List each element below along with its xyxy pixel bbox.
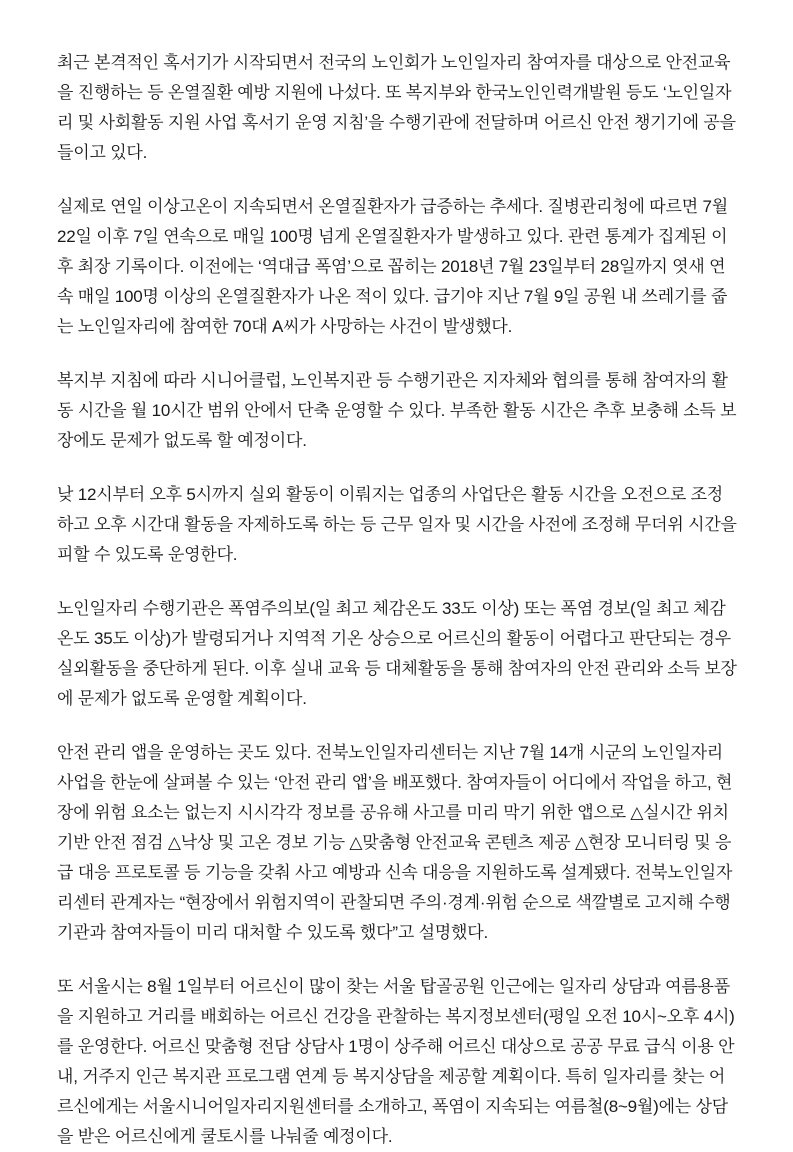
article-paragraph: 복지부 지침에 따라 시니어클럽, 노인복지관 등 수행기관은 지자체와 협의를 통해 참여자의 활동 시간을 월 10시간 범위 안에서 단축 운영할 수 있다. 부족한 활동 시간은 추후 보충해 소득 보장에도 문제가 없도록 할 예정이다.: [57, 371, 737, 450]
article-paragraph: 실제로 연일 이상고온이 지속되면서 온열질환자가 급증하는 추세다. 질병관리청에 따르면 7월 22일 이후 7일 연속으로 매일 100명 넘게 온열질환자가 발생하고 있다. 관련 통계가 집계된 이후 최장 기록이다. 이전에는 ‘역대급 폭염’으로 꼽히는 2018년 7월 23일부터 28일까지 엿새 연속 매일 100명 이상의 온열질환자가 나온 적이 있다. 급기야 지난 7월 9일 공원 내 쓰레기를 줍는 노인일자리에 참여한 70대 A씨가 사망하는 사건이 발생했다.: [57, 197, 728, 336]
article-paragraph: 또 서울시는 8월 1일부터 어르신이 많이 찾는 서울 탑골공원 인근에는 일자리 상담과 여름용품을 지원하고 거리를 배회하는 어르신 건강을 관찰하는 복지정보센터(평일 오전 10시~오후 4시)를 운영한다. 어르신 맞춤형 전담 상담사 1명이 상주해 어르신 대상으로 공공 무료 급식 이용 안내, 거주지 인근 복지관 프로그램 연계 등 복지상담을 제공할 계획이다. 특히 일자리를 찾는 어르신에게는 서울시니어일자리지원센터를 소개하고, 폭염이 지속되는 여름철(8~9월)에는 상담을 받은 어르신에게 쿨토시를 나눠줄 예정이다.: [57, 977, 735, 1146]
article-paragraph: 안전 관리 앱을 운영하는 곳도 있다. 전북노인일자리센터는 지난 7월 14개 시군의 노인일자리 사업을 한눈에 살펴볼 수 있는 ‘안전 관리 앱’을 배포했다. 참여자들이 어디에서 작업을 하고, 현장에 위험 요소는 없는지 시시각각 정보를 공유해 사고를 미리 막기 위한 앱으로 △실시간 위치 기반 안전 점검 △낙상 및 고온 경보 기능 △맞춤형 안전교육 콘텐츠 제공 △현장 모니터링 및 응급 대응 프로토콜 등 기능을 갖춰 사고 예방과 신속 대응을 지원하도록 설계됐다. 전북노인일자리센터 관계자는 “현장에서 위험지역이 관찰되면 주의·경계·위험 순으로 색깔별로 고지해 수행기관과 참여자들이 미리 대처할 수 있도록 했다”고 설명했다.: [57, 743, 733, 942]
article-body: [57, 48, 737, 1152]
article-paragraph: 최근 본격적인 혹서기가 시작되면서 전국의 노인회가 노인일자리 참여자를 대상으로 안전교육을 진행하는 등 온열질환 예방 지원에 나섰다. 또 복지부와 한국노인인력개발원 등도 ‘노인일자리 및 사회활동 지원 사업 혹서기 운영 지침’을 수행기관에 전달하며 어르신 안전 챙기기에 공을 들이고 있다.: [57, 53, 736, 162]
article-paragraph: 노인일자리 수행기관은 폭염주의보(일 최고 체감온도 33도 이상) 또는 폭염 경보(일 최고 체감온도 35도 이상)가 발령되거나 지역적 기온 상승으로 어르신의 활동이 어렵다고 판단되는 경우 실외활동을 중단하게 된다. 이후 실내 교육 등 대체활동을 통해 참여자의 안전 관리와 소득 보장에 문제가 없도록 운영할 계획이다.: [57, 599, 737, 708]
article-paragraph: 낮 12시부터 오후 5시까지 실외 활동이 이뤄지는 업종의 사업단은 활동 시간을 오전으로 조정하고 오후 시간대 활동을 자제하도록 하는 등 근무 일자 및 시간을 사전에 조정해 무더위 시간을 피할 수 있도록 운영한다.: [57, 485, 737, 564]
